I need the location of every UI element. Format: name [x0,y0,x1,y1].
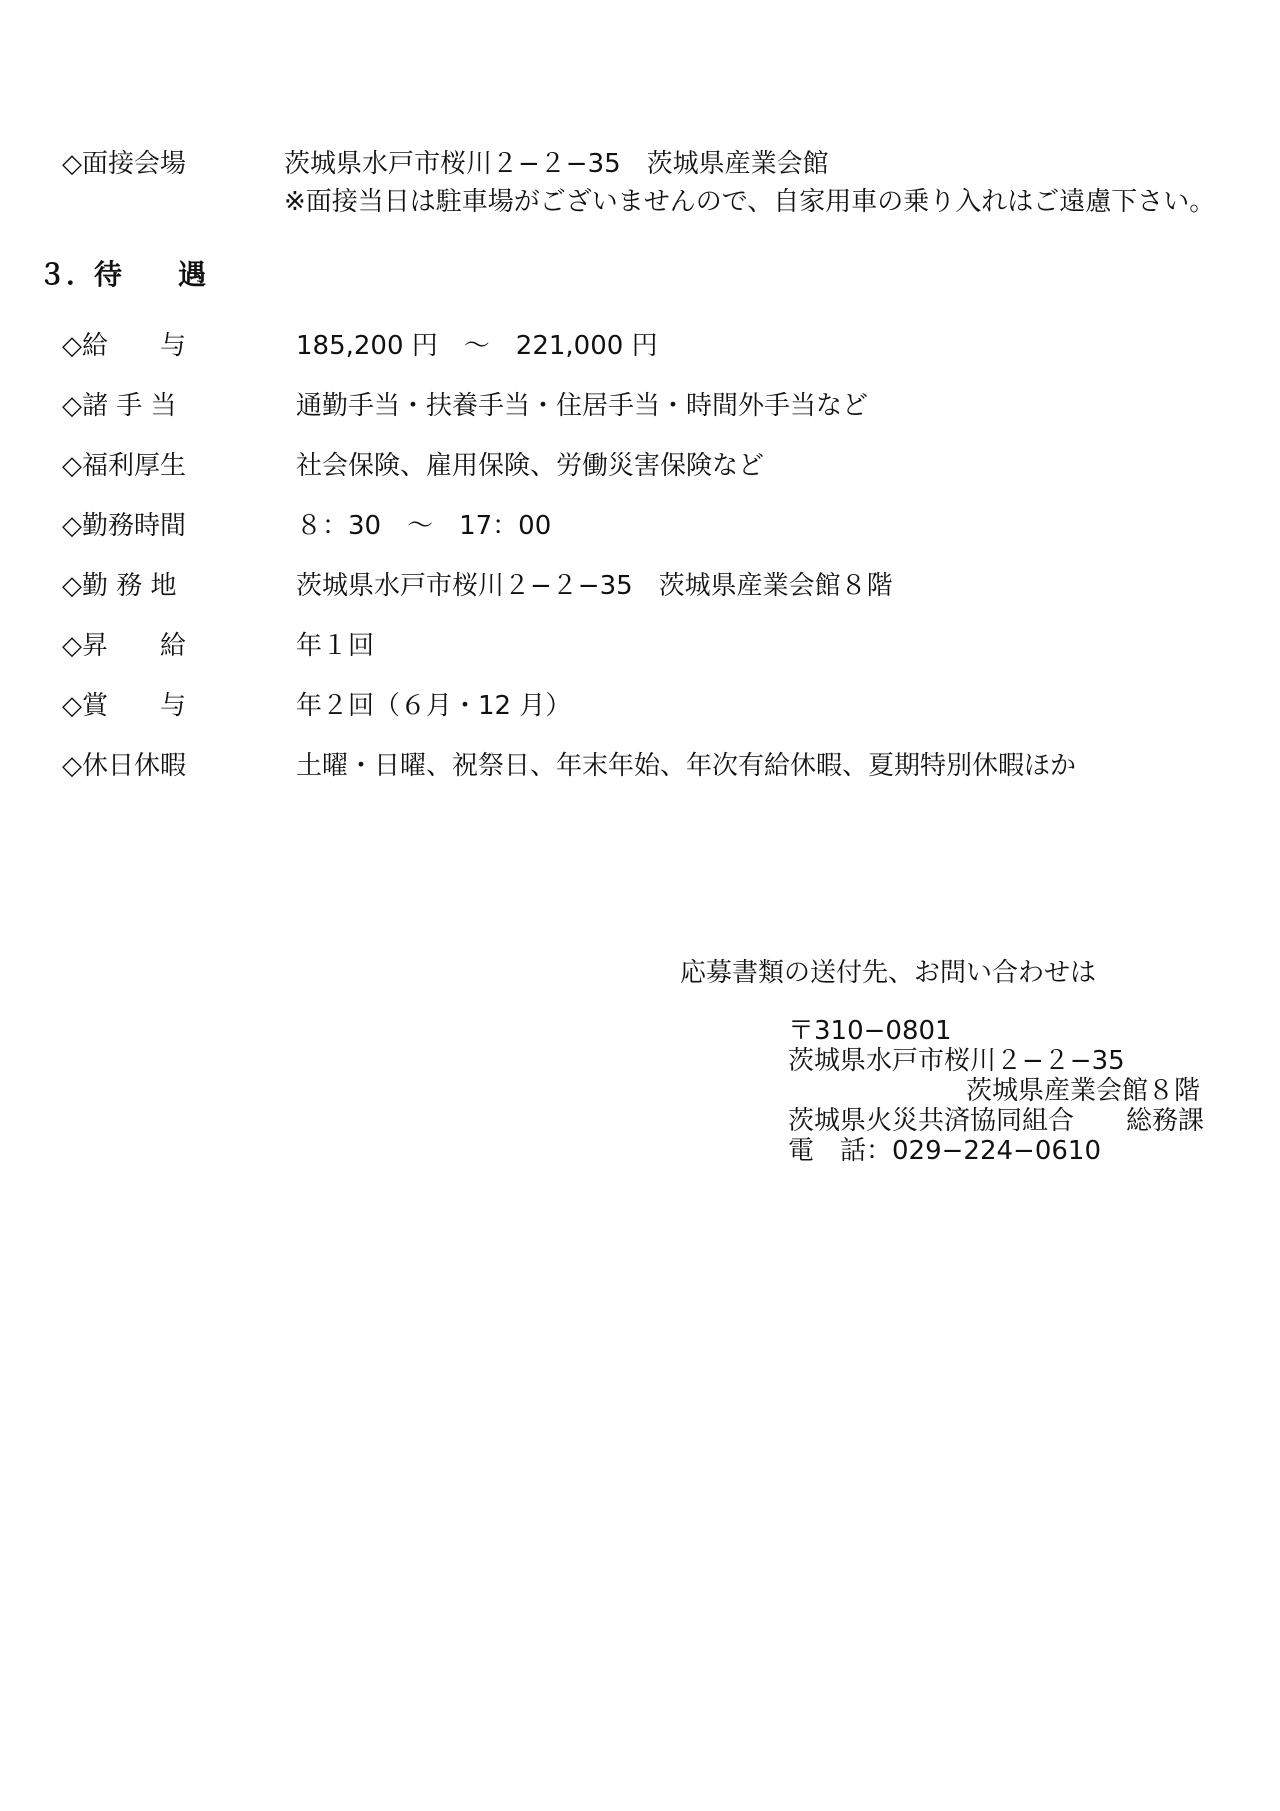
bonus-value: 年２回（６月・12 月） [296,691,572,721]
working-hours-label: ◇勤務時間 [62,511,186,541]
salary-label: ◇給 与 [62,331,186,361]
contact-postal-code: 〒310−0801 [788,1016,952,1046]
workplace-value: 茨城県水戸市桜川２−２−35 茨城県産業会館８階 [296,571,893,601]
salary-value: 185,200 円 ～ 221,000 円 [296,331,658,361]
contact-building: 茨城県産業会館８階 [966,1076,1201,1106]
contact-organization: 茨城県火災共済協同組合 総務課 [788,1106,1205,1136]
allowances-value: 通勤手当・扶養手当・住居手当・時間外手当など [296,391,869,421]
interview-parking-note: ※面接当日は駐車場がございませんので、自家用車の乗り入れはご遠慮下さい。 [284,187,1216,217]
contact-address: 茨城県水戸市桜川２−２−35 [788,1046,1125,1076]
interview-venue-label: ◇面接会場 [62,149,186,179]
welfare-value: 社会保険、雇用保険、労働災害保険など [296,451,765,481]
holidays-value: 土曜・日曜、祝祭日、年末年始、年次有給休暇、夏期特別休暇ほか [296,751,1077,781]
bonus-label: ◇賞 与 [62,691,186,721]
raise-label: ◇昇 給 [62,631,186,661]
workplace-label: ◇勤 務 地 [62,571,177,601]
holidays-label: ◇休日休暇 [62,751,186,781]
interview-venue-address: 茨城県水戸市桜川２−２−35 茨城県産業会館 [284,149,829,179]
contact-heading: 応募書類の送付先、お問い合わせは [680,958,1097,988]
working-hours-value: ８：30 ～ 17：00 [296,511,552,541]
raise-value: 年１回 [296,631,375,661]
contact-phone: 電 話：029−224−0610 [788,1136,1101,1166]
welfare-label: ◇福利厚生 [62,451,186,481]
section-3-title: ３．待 遇 [38,258,207,291]
allowances-label: ◇諸 手 当 [62,391,177,421]
